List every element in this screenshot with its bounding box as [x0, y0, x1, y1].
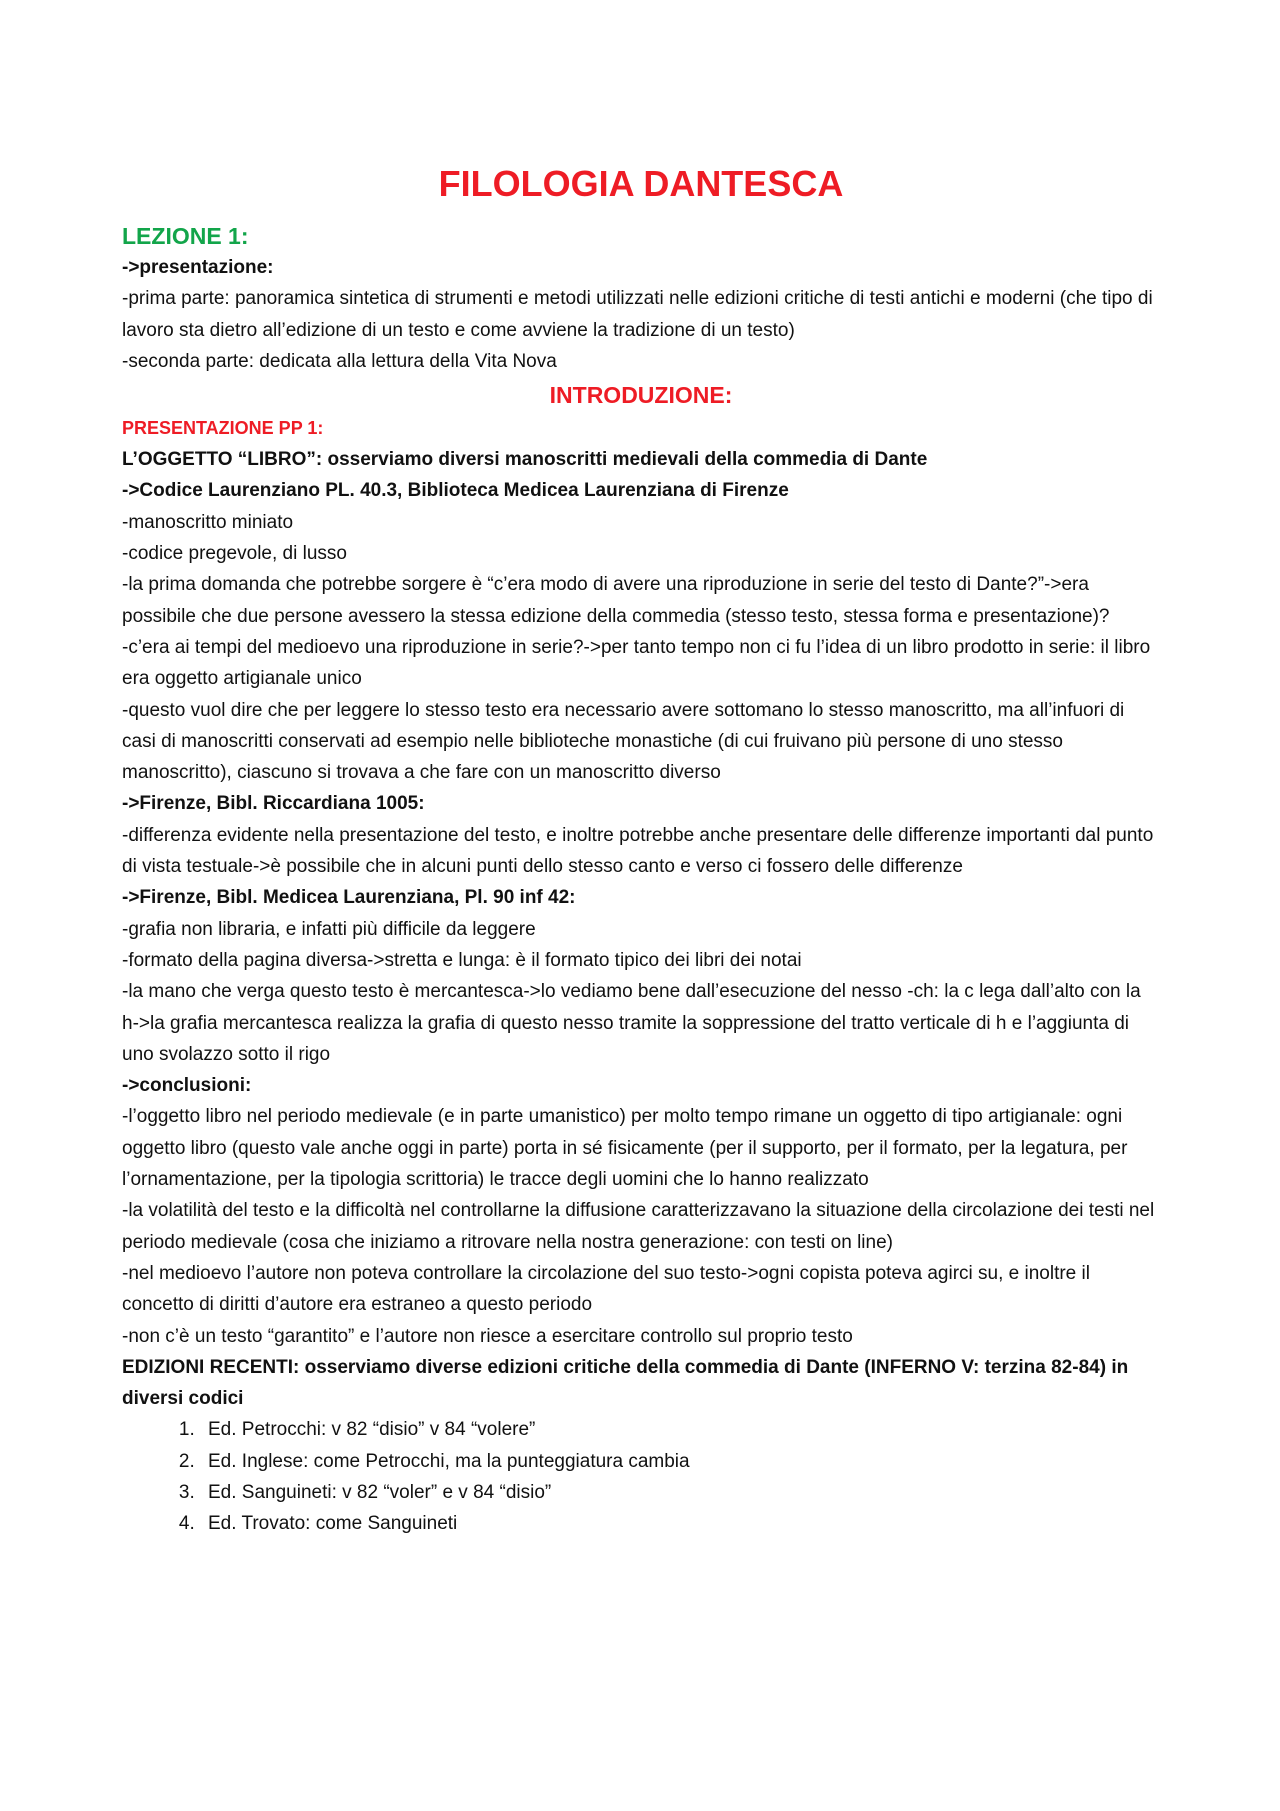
- page-title: FILOLOGIA DANTESCA: [438, 163, 844, 204]
- laurenziana-line-2: -formato della pagina diversa->stretta e lunga: è il formato tipico dei libri dei notai: [122, 949, 802, 971]
- conclusions-line-3: -nel medioevo l’autore non poteva controllare la circolazione del suo testo->ogni copista poteva agirci su, e inoltre il concetto di diritti d’autore era estraneo a questo periodo: [122, 1262, 1090, 1316]
- list-item: 4. Ed. Trovato: come Sanguineti: [200, 1508, 1160, 1539]
- list-item: 2. Ed. Inglese: come Petrocchi, ma la punteggiatura cambia: [200, 1446, 1160, 1477]
- riccardiana-line-1: -differenza evidente nella presentazione del testo, e inoltre potrebbe anche presentare delle differenze importanti dal punto di vista testuale->è possibile che in alcuni punti dello stesso canto e verso ci fossero delle differenze: [122, 824, 1154, 878]
- oggetto-libro-heading: L’OGGETTO “LIBRO”: osserviamo diversi manoscritti medievali della commedia di Dante: [122, 449, 928, 471]
- laurenziana-heading: ->Firenze, Bibl. Medicea Laurenziana, Pl. 90 inf 42:: [122, 887, 576, 909]
- conclusions-line-2: -la volatilità del testo e la difficoltà nel controllarne la diffusione caratterizzavano la situazione della circolazione dei testi nel periodo medievale (cosa che iniziamo a ritrovare nella nostra generazione: con testi on line): [122, 1200, 1155, 1253]
- presentation-pp-heading: PRESENTAZIONE PP 1:: [122, 418, 324, 439]
- conclusions-line-1: -l’oggetto libro nel periodo medievale (e in parte umanistico) per molto tempo rimane un oggetto di tipo artigianale: ogni oggetto libro (questo vale anche oggi in parte) porta in sé fisicamente (per il supporto, per il formato, per la legatura, per l’ornamentazione, per la tipologia scrittoria) le tracce degli uomini che lo hanno realizzato: [122, 1106, 1128, 1191]
- laurenziana-line-1: -grafia non libraria, e infatti più difficile da leggere: [122, 918, 536, 940]
- riccardiana-heading: ->Firenze, Bibl. Riccardiana 1005:: [122, 793, 425, 815]
- codice-line-1: -manoscritto miniato: [122, 511, 294, 533]
- presentation-heading: ->presentazione:: [122, 257, 274, 278]
- codice-laurenziano-heading: ->Codice Laurenziano PL. 40.3, Biblioteca Medicea Laurenziana di Firenze: [122, 480, 789, 502]
- presentation-line-1: -prima parte: panoramica sintetica di strumenti e metodi utilizzati nelle edizioni critiche di testi antichi e moderni (che tipo di lavoro sta dietro all’edizione di un testo e come avviene la tradizione di un testo): [122, 288, 1153, 341]
- codice-line-5: -questo vuol dire che per leggere lo stesso testo era necessario avere sottomano lo stesso manoscritto, ma all’infuori di casi di manoscritti conservati ad esempio nelle biblioteche monastiche (di cui fruivano più persone di uno stesso manoscritto), ciascuno si trovava a che fare con un manoscritto diverso: [122, 699, 1125, 784]
- laurenziana-line-3: -la mano che verga questo testo è mercantesca->lo vediamo bene dall’esecuzione del nesso -ch: la c lega dall’alto con la h->la grafia mercantesca realizza la grafia di questo nesso tramite la soppressione del tratto verticale di h e l’aggiunta di uno svolazzo sotto il rigo: [122, 981, 1141, 1065]
- list-item: 1. Ed. Petrocchi: v 82 “disio” v 84 “volere”: [200, 1414, 1160, 1445]
- editions-list: [122, 1414, 1160, 1539]
- codice-line-4: -c’era ai tempi del medioevo una riproduzione in serie?->per tanto tempo non ci fu l’idea di un libro prodotto in serie: il libro era oggetto artigianale unico: [122, 636, 1151, 690]
- lesson-heading: LEZIONE 1:: [122, 223, 249, 249]
- recent-editions-heading: EDIZIONI RECENTI: osserviamo diverse edizioni critiche della commedia di Dante (INFERNO V: terzina 82-84) in diversi codici: [122, 1356, 1129, 1410]
- codice-line-3: -la prima domanda che potrebbe sorgere è “c’era modo di avere una riproduzione in serie del testo di Dante?”->era possibile che due persone avessero la stessa edizione della commedia (stesso testo, stessa forma e presentazione)?: [122, 574, 1110, 627]
- introduction-heading: INTRODUZIONE:: [549, 382, 733, 409]
- codice-line-2: -codice pregevole, di lusso: [122, 543, 347, 565]
- conclusions-heading: ->conclusioni:: [122, 1075, 252, 1097]
- presentation-line-2: -seconda parte: dedicata alla lettura della Vita Nova: [122, 350, 557, 372]
- conclusions-line-4: -non c’è un testo “garantito” e l’autore non riesce a esercitare controllo sul proprio testo: [122, 1325, 853, 1347]
- list-item: 3. Ed. Sanguineti: v 82 “voler” e v 84 “disio”: [200, 1477, 1160, 1508]
